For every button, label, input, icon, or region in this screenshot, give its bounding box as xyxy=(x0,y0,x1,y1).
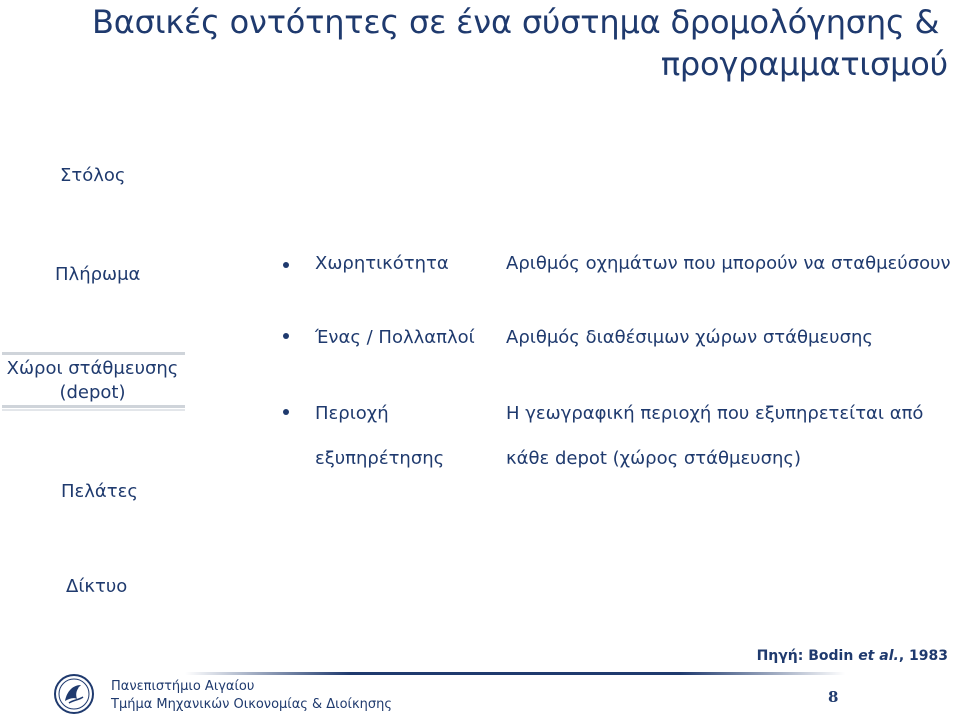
entity-fleet: Στόλος xyxy=(60,165,126,186)
attribute-capacity: Χωρητικότητα xyxy=(315,253,449,274)
entity-depot-line2: (depot) xyxy=(59,382,126,403)
bullet-icon xyxy=(283,333,289,339)
description-capacity: Αριθμός οχημάτων που μπορούν να σταθμεύσουν xyxy=(506,253,951,274)
description-service-area-line1: Η γεωγραφική περιοχή που εξυπηρετείται από xyxy=(506,403,924,424)
entity-crew: Πλήρωμα xyxy=(55,264,141,285)
source-suffix: , 1983 xyxy=(898,648,948,664)
university-logo-icon xyxy=(53,673,95,715)
footer-university: Πανεπιστήμιο Αιγαίου xyxy=(111,679,255,694)
footer-department: Τμήμα Μηχανικών Οικονομίας & Διοίκησης xyxy=(111,697,392,712)
source-prefix: Πηγή: Bodin xyxy=(756,648,859,664)
footer-divider xyxy=(185,672,845,675)
page-number: 8 xyxy=(828,688,839,706)
bullet-icon xyxy=(283,262,289,268)
entity-depot xyxy=(0,357,185,405)
slide-title-line2: προγραμματισμού xyxy=(660,45,948,83)
description-service-area-line2: κάθε depot (χώρος στάθμευσης) xyxy=(506,448,801,469)
entity-customers: Πελάτες xyxy=(61,481,138,502)
slide-title-line1: Βασικές οντότητες σε ένα σύστημα δρομολόγησης & xyxy=(92,3,940,41)
attribute-service-area-line2: εξυπηρέτησης xyxy=(315,448,445,469)
source-citation xyxy=(757,648,948,664)
bullet-icon xyxy=(283,409,289,415)
attribute-single-multiple: Ένας / Πολλαπλοί xyxy=(315,327,475,348)
source-italic: et al. xyxy=(858,648,899,664)
description-single-multiple: Αριθμός διαθέσιμων χώρων στάθμευσης xyxy=(506,327,873,348)
attribute-service-area-line1: Περιοχή xyxy=(315,403,389,424)
entity-depot-line1: Χώροι στάθμευσης xyxy=(6,358,179,379)
entity-network: Δίκτυο xyxy=(66,576,128,597)
